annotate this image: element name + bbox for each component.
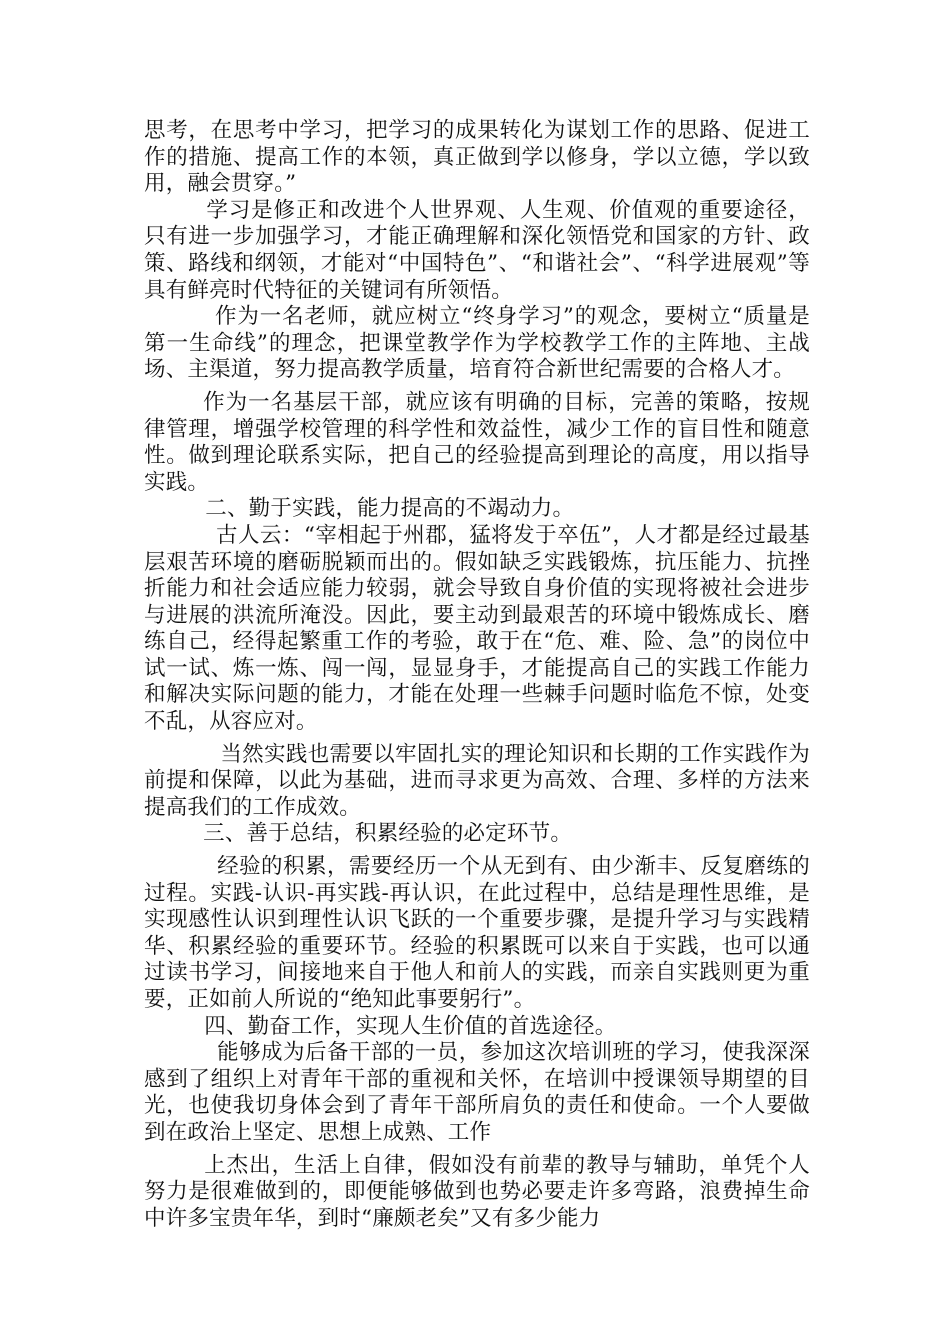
paragraph-9: 上杰出，生活上自律，假如没有前辈的教导与辅助，单凭个人努力是很难做到的，即便能够做到也势必要走许多弯路，浪费掉生命中许多宝贵年华，到时“廉颇老矣”又有多少能力 — [144, 1152, 810, 1231]
section-heading-3: 三、善于总结，积累经验的必定环节。 — [203, 821, 573, 847]
document-body — [144, 118, 810, 1232]
section-heading-4: 四、勤奋工作，实现人生价值的首选途径。 — [204, 1013, 617, 1039]
paragraph-1: 思考，在思考中学习，把学习的成果转化为谋划工作的思路、促进工作的措施、提高工作的本领，真正做到学以修身，学以立德，学以致用，融会贯穿。” — [144, 118, 810, 197]
paragraph-3: 作为一名老师，就应树立“终身学习”的观念，要树立“质量是第一生命线”的理念，把课堂教学作为学校教学工作的主阵地、主战场、主渠道，努力提高教学质量，培育符合新世纪需要的合格人才。 — [144, 304, 810, 383]
paragraph-8: 能够成为后备干部的一员，参加这次培训班的学习，使我深深感到了组织上对青年干部的重视和关怀，在培训中授课领导期望的目光，也使我切身体会到了青年干部所肩负的责任和使命。一个人要做到在政治上坚定、思想上成熟、工作 — [144, 1040, 810, 1145]
paragraph-5: 古人云：“宰相起于州郡，猛将发于卒伍”，人才都是经过最基层艰苦环境的磨砺脱颖而出的。假如缺乏实践锻炼，抗压能力、抗挫折能力和社会适应能力较弱，就会导致自身价值的实现将被社会进步与进展的洪流所淹没。因此，要主动到最艰苦的环境中锻炼成长、磨练自己，经得起繁重工作的考验，敢于在“危、难、险、急”的岗位中试一试、炼一炼、闯一闯，显显身手，才能提高自己的实践工作能力和解决实际问题的能力，才能在处理一些棘手问题时临危不惊，处变不乱，从容应对。 — [144, 522, 810, 735]
section-heading-2: 二、勤于实践，能力提高的不竭动力。 — [205, 496, 575, 522]
paragraph-6: 当然实践也需要以牢固扎实的理论知识和长期的工作实践作为前提和保障，以此为基础，进而寻求更为高效、合理、多样的方法来提高我们的工作成效。 — [144, 741, 810, 820]
paragraph-4: 作为一名基层干部，就应该有明确的目标，完善的策略，按规律管理，增强学校管理的科学性和效益性，减少工作的盲目性和随意性。做到理论联系实际，把自己的经验提高到理论的高度，用以指导实践。 — [144, 389, 810, 495]
paragraph-2: 学习是修正和改进个人世界观、人生观、价值观的重要途径，只有进一步加强学习，才能正确理解和深化领悟党和国家的方针、政策、路线和纲领，才能对“中国特色”、“和谐社会”、“科学进展观”等具有鲜亮时代特征的关键词有所领悟。 — [144, 197, 810, 303]
paragraph-7: 经验的积累，需要经历一个从无到有、由少渐丰、反复磨练的过程。实践-认识-再实践-再认识，在此过程中，总结是理性思维，是实现感性认识到理性认识飞跃的一个重要步骤，是提升学习与实践精华、积累经验的重要环节。经验的积累既可以来自于实践，也可以通过读书学习，间接地来自于他人和前人的实践，而亲自实践则更为重要，正如前人所说的“绝知此事要躬行”。 — [144, 854, 810, 1012]
